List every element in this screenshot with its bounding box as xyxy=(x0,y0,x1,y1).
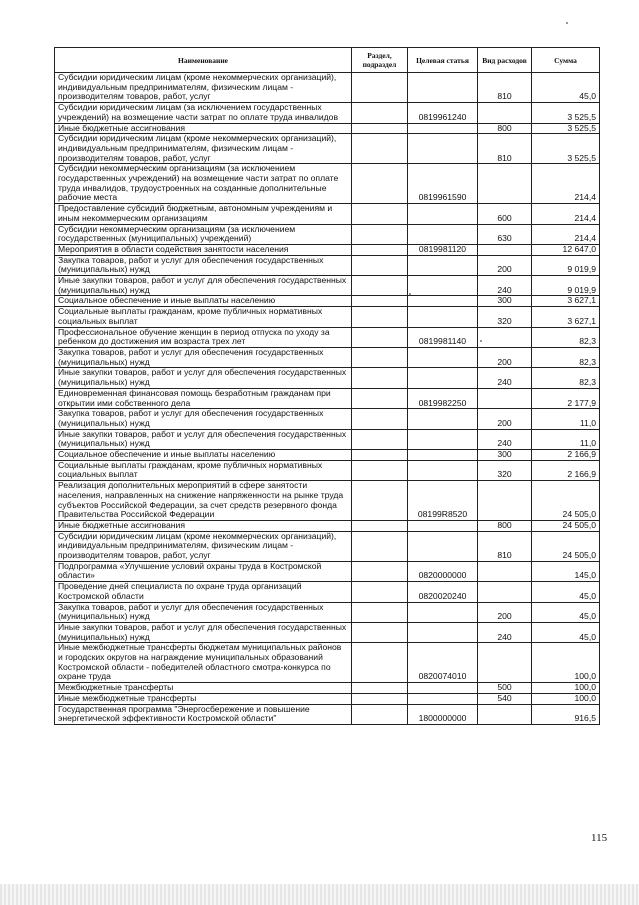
cell-kind: 200 xyxy=(478,409,532,429)
budget-table-sheet xyxy=(54,47,599,725)
cell-target xyxy=(408,347,478,367)
table-row xyxy=(55,244,600,255)
table-row xyxy=(55,561,600,581)
cell-section xyxy=(352,531,408,561)
cell-sum: 214,4 xyxy=(532,164,600,204)
cell-sum: 9 019,9 xyxy=(532,276,600,296)
cell-target: 0819982250 xyxy=(408,388,478,408)
cell-name: Предоставление субсидий бюджетным, автономным учреждениям и иным некоммерческим организациям xyxy=(55,204,352,224)
cell-section xyxy=(352,276,408,296)
cell-kind xyxy=(478,643,532,683)
cell-section xyxy=(352,123,408,134)
cell-name: Иные бюджетные ассигнования xyxy=(55,520,352,531)
cell-kind xyxy=(478,244,532,255)
cell-target xyxy=(408,134,478,164)
table-row xyxy=(55,204,600,224)
cell-target xyxy=(408,531,478,561)
cell-sum: 24 505,0 xyxy=(532,531,600,561)
cell-name: Профессиональное обучение женщин в период отпуска по уходу за ребенком до достижения им возраста трех лет xyxy=(55,327,352,347)
table-row xyxy=(55,409,600,429)
cell-target xyxy=(408,204,478,224)
cell-section xyxy=(352,520,408,531)
cell-name: Иные межбюджетные трансферты бюджетам муниципальных районов и городских округов на награждение муниципальных образований Костромской области - победителей областного смотра-конкурса по охране труда xyxy=(55,643,352,683)
cell-sum: 45,0 xyxy=(532,73,600,103)
cell-sum: 3 525,5 xyxy=(532,103,600,123)
cell-section xyxy=(352,244,408,255)
cell-sum: 2 166,9 xyxy=(532,450,600,461)
cell-section xyxy=(352,347,408,367)
cell-kind: 320 xyxy=(478,307,532,327)
table-row xyxy=(55,602,600,622)
cell-sum: 45,0 xyxy=(532,602,600,622)
cell-name: Мероприятия в области содействия занятости населения xyxy=(55,244,352,255)
table-body xyxy=(55,73,600,725)
table-row xyxy=(55,307,600,327)
cell-section xyxy=(352,643,408,683)
table-row xyxy=(55,276,600,296)
cell-name: Иные межбюджетные трансферты xyxy=(55,693,352,704)
cell-kind: 240 xyxy=(478,622,532,642)
cell-sum: 145,0 xyxy=(532,561,600,581)
cell-target xyxy=(408,450,478,461)
cell-section xyxy=(352,368,408,388)
cell-kind xyxy=(478,481,532,521)
cell-target xyxy=(408,683,478,694)
cell-kind: 810 xyxy=(478,73,532,103)
table-row xyxy=(55,73,600,103)
cell-kind: 200 xyxy=(478,255,532,275)
cell-sum: 82,3 xyxy=(532,327,600,347)
cell-name: Закупка товаров, работ и услуг для обеспечения государственных (муниципальных) нужд xyxy=(55,409,352,429)
cell-sum: 24 505,0 xyxy=(532,481,600,521)
cell-target xyxy=(408,123,478,134)
table-row xyxy=(55,683,600,694)
cell-name: Иные бюджетные ассигнования xyxy=(55,123,352,134)
cell-target xyxy=(408,602,478,622)
cell-name: Закупка товаров, работ и услуг для обеспечения государственных (муниципальных) нужд xyxy=(55,347,352,367)
page-number: 115 xyxy=(591,832,608,844)
scan-speck xyxy=(480,340,482,342)
cell-sum: 12 647,0 xyxy=(532,244,600,255)
cell-target xyxy=(408,73,478,103)
table-row xyxy=(55,255,600,275)
cell-kind: 540 xyxy=(478,693,532,704)
cell-kind: 810 xyxy=(478,134,532,164)
cell-kind xyxy=(478,582,532,602)
cell-section xyxy=(352,73,408,103)
cell-section xyxy=(352,409,408,429)
cell-name: Иные закупки товаров, работ и услуг для обеспечения государственных (муниципальных) нужд xyxy=(55,622,352,642)
cell-sum: 916,5 xyxy=(532,704,600,724)
table-header-row xyxy=(55,48,600,73)
table-row xyxy=(55,103,600,123)
cell-target xyxy=(408,429,478,449)
cell-target xyxy=(408,224,478,244)
cell-target xyxy=(408,307,478,327)
cell-kind: 300 xyxy=(478,296,532,307)
cell-name: Закупка товаров, работ и услуг для обеспечения государственных (муниципальных) нужд xyxy=(55,602,352,622)
cell-sum: 2 177,9 xyxy=(532,388,600,408)
cell-sum: 3 627,1 xyxy=(532,307,600,327)
cell-target xyxy=(408,296,478,307)
cell-name: Проведение дней специалиста по охране труда организаций Костромской области xyxy=(55,582,352,602)
cell-section xyxy=(352,429,408,449)
table-row xyxy=(55,622,600,642)
cell-name: Субсидии некоммерческим организациям (за исключением государственных учреждений) на возмещение части затрат по оплате труда инвалидов, трудоустроенных на созданные дополнительные рабочие места xyxy=(55,164,352,204)
cell-section xyxy=(352,683,408,694)
header-section: Раздел, подраздел xyxy=(352,48,408,73)
table-row xyxy=(55,693,600,704)
table-row xyxy=(55,224,600,244)
cell-sum: 11,0 xyxy=(532,409,600,429)
cell-name: Межбюджетные трансферты xyxy=(55,683,352,694)
cell-kind: 240 xyxy=(478,368,532,388)
cell-target xyxy=(408,368,478,388)
cell-target: 0819961240 xyxy=(408,103,478,123)
cell-sum: 100,0 xyxy=(532,683,600,694)
table-row xyxy=(55,460,600,480)
header-target: Целевая статья xyxy=(408,48,478,73)
cell-name: Иные закупки товаров, работ и услуг для обеспечения государственных (муниципальных) нужд xyxy=(55,276,352,296)
cell-sum: 45,0 xyxy=(532,622,600,642)
cell-kind: 600 xyxy=(478,204,532,224)
cell-sum: 82,3 xyxy=(532,347,600,367)
cell-section xyxy=(352,450,408,461)
table-row xyxy=(55,134,600,164)
table-row xyxy=(55,582,600,602)
cell-sum: 3 525,5 xyxy=(532,134,600,164)
table-row xyxy=(55,123,600,134)
table-row xyxy=(55,481,600,521)
table-row xyxy=(55,164,600,204)
cell-name: Субсидии юридическим лицам (кроме некоммерческих организаций), индивидуальным предпринимателям, физическим лицам - производителям товаров, работ, услуг xyxy=(55,134,352,164)
table-row xyxy=(55,643,600,683)
cell-kind: 200 xyxy=(478,347,532,367)
cell-section xyxy=(352,103,408,123)
cell-kind: 300 xyxy=(478,450,532,461)
cell-name: Иные закупки товаров, работ и услуг для обеспечения государственных (муниципальных) нужд xyxy=(55,429,352,449)
cell-target xyxy=(408,409,478,429)
cell-kind xyxy=(478,164,532,204)
header-sum: Сумма xyxy=(532,48,600,73)
cell-sum: 2 166,9 xyxy=(532,460,600,480)
cell-sum: 11,0 xyxy=(532,429,600,449)
cell-target: 0819981140 xyxy=(408,327,478,347)
cell-name: Иные закупки товаров, работ и услуг для обеспечения государственных (муниципальных) нужд xyxy=(55,368,352,388)
cell-section xyxy=(352,582,408,602)
cell-section xyxy=(352,224,408,244)
cell-kind: 810 xyxy=(478,531,532,561)
table-row xyxy=(55,429,600,449)
cell-sum: 100,0 xyxy=(532,693,600,704)
cell-sum: 3 525,5 xyxy=(532,123,600,134)
cell-sum: 82,3 xyxy=(532,368,600,388)
scan-speck xyxy=(566,22,568,24)
cell-section xyxy=(352,255,408,275)
cell-name: Реализация дополнительных мероприятий в сфере занятости населения, направленных на снижение напряженности на рынке труда субъектов Российской Федерации, за счет средств резервного фонда Правительства Российской Федерации xyxy=(55,481,352,521)
cell-section xyxy=(352,460,408,480)
table-row xyxy=(55,368,600,388)
cell-kind: 500 xyxy=(478,683,532,694)
cell-section xyxy=(352,561,408,581)
cell-name: Социальные выплаты гражданам, кроме публичных нормативных социальных выплат xyxy=(55,460,352,480)
cell-section xyxy=(352,602,408,622)
table-row xyxy=(55,347,600,367)
cell-sum: 100,0 xyxy=(532,643,600,683)
cell-name: Единовременная финансовая помощь безработным гражданам при открытии ими собственного дела xyxy=(55,388,352,408)
cell-kind: 240 xyxy=(478,276,532,296)
cell-target: 08199R8520 xyxy=(408,481,478,521)
cell-name: Закупка товаров, работ и услуг для обеспечения государственных (муниципальных) нужд xyxy=(55,255,352,275)
cell-target xyxy=(408,693,478,704)
cell-section xyxy=(352,327,408,347)
cell-section xyxy=(352,307,408,327)
cell-kind: 320 xyxy=(478,460,532,480)
cell-target xyxy=(408,520,478,531)
cell-section xyxy=(352,481,408,521)
cell-section xyxy=(352,296,408,307)
cell-kind: 800 xyxy=(478,520,532,531)
cell-section xyxy=(352,204,408,224)
cell-kind xyxy=(478,103,532,123)
table-row xyxy=(55,388,600,408)
cell-section xyxy=(352,704,408,724)
cell-sum: 24 505,0 xyxy=(532,520,600,531)
cell-kind xyxy=(478,704,532,724)
cell-name: Субсидии юридическим лицам (за исключением государственных учреждений) на возмещение части затрат по оплате труда инвалидов xyxy=(55,103,352,123)
cell-kind xyxy=(478,327,532,347)
cell-sum: 3 627,1 xyxy=(532,296,600,307)
cell-name: Социальное обеспечение и иные выплаты населению xyxy=(55,296,352,307)
table-row xyxy=(55,531,600,561)
cell-target xyxy=(408,276,478,296)
cell-kind: 240 xyxy=(478,429,532,449)
cell-name: Социальное обеспечение и иные выплаты населению xyxy=(55,450,352,461)
cell-target: 0820020240 xyxy=(408,582,478,602)
cell-kind xyxy=(478,388,532,408)
cell-sum: 9 019,9 xyxy=(532,255,600,275)
cell-target: 0820000000 xyxy=(408,561,478,581)
cell-section xyxy=(352,164,408,204)
cell-kind: 800 xyxy=(478,123,532,134)
cell-target xyxy=(408,255,478,275)
scan-speck xyxy=(409,293,411,295)
cell-kind xyxy=(478,561,532,581)
header-kind: Вид расходов xyxy=(478,48,532,73)
cell-target xyxy=(408,460,478,480)
cell-target: 1800000000 xyxy=(408,704,478,724)
cell-sum: 214,4 xyxy=(532,224,600,244)
cell-name: Субсидии юридическим лицам (кроме некоммерческих организаций), индивидуальным предпринимателям, физическим лицам - производителям товаров, работ, услуг xyxy=(55,73,352,103)
cell-section xyxy=(352,134,408,164)
cell-section xyxy=(352,622,408,642)
cell-name: Социальные выплаты гражданам, кроме публичных нормативных социальных выплат xyxy=(55,307,352,327)
cell-target: 0819981120 xyxy=(408,244,478,255)
cell-sum: 214,4 xyxy=(532,204,600,224)
cell-name: Государственная программа "Энергосбережение и повышение энергетической эффективности Костромской области" xyxy=(55,704,352,724)
table-row xyxy=(55,327,600,347)
cell-target: 0820074010 xyxy=(408,643,478,683)
cell-name: Субсидии юридическим лицам (кроме некоммерческих организаций), индивидуальным предпринимателям, физическим лицам - производителям товаров, работ, услуг xyxy=(55,531,352,561)
cell-section xyxy=(352,388,408,408)
cell-kind: 200 xyxy=(478,602,532,622)
table-row xyxy=(55,450,600,461)
header-name: Наименование xyxy=(55,48,352,73)
table-row xyxy=(55,520,600,531)
cell-target: 0819961590 xyxy=(408,164,478,204)
cell-name: Подпрограмма «Улучшение условий охраны труда в Костромской области» xyxy=(55,561,352,581)
scan-edge-strip xyxy=(0,884,639,905)
cell-section xyxy=(352,693,408,704)
cell-name: Субсидии некоммерческим организациям (за исключением государственных (муниципальных) учреждений) xyxy=(55,224,352,244)
table-row xyxy=(55,704,600,724)
cell-sum: 45,0 xyxy=(532,582,600,602)
cell-target xyxy=(408,622,478,642)
budget-table xyxy=(54,47,600,725)
cell-kind: 630 xyxy=(478,224,532,244)
table-row xyxy=(55,296,600,307)
